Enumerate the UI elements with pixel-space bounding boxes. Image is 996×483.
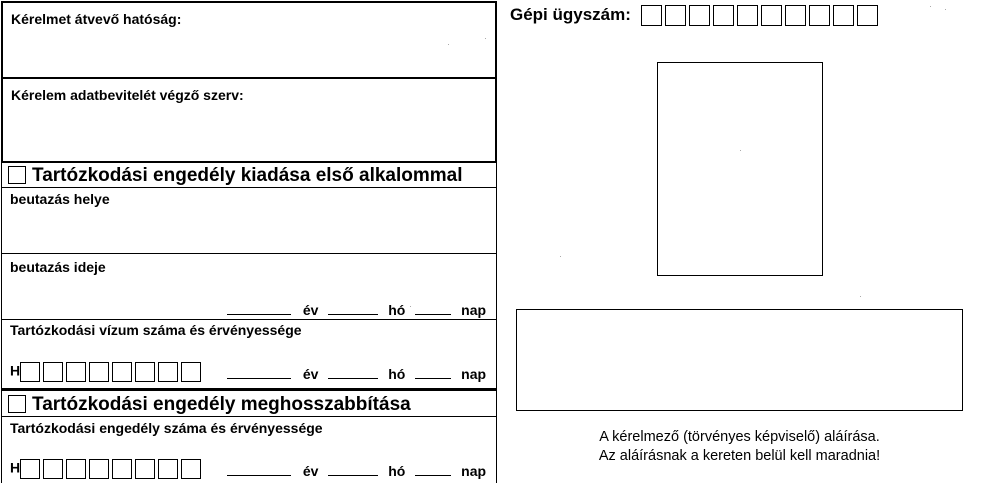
first-issue-section	[1, 163, 497, 389]
visa-month-field[interactable]	[328, 366, 378, 379]
case-digit-box[interactable]	[809, 5, 830, 26]
entry-month-field[interactable]	[328, 302, 378, 315]
visa-digit-box[interactable]	[158, 362, 178, 382]
visa-year-field[interactable]	[227, 366, 291, 379]
permit-digit-box[interactable]	[20, 459, 40, 479]
entry-place-label: beutazás helye	[10, 191, 110, 207]
scan-speck	[945, 9, 946, 10]
visa-digit-box[interactable]	[43, 362, 63, 382]
visa-month-word: hó	[388, 366, 406, 382]
permit-digit-box[interactable]	[43, 459, 63, 479]
permit-prefix: H	[10, 459, 21, 476]
case-digit-box[interactable]	[857, 5, 878, 26]
scan-speck	[740, 150, 741, 151]
case-number-row	[510, 4, 881, 26]
visa-digit-box[interactable]	[112, 362, 132, 382]
data-entry-label: Kérelem adatbevitelét végző szerv:	[11, 87, 244, 103]
entry-place-field[interactable]	[10, 209, 488, 249]
entry-day-word: nap	[461, 302, 487, 318]
permit-label: Tartózkodási engedély száma és érvényessége	[10, 420, 323, 436]
extension-title: Tartózkodási engedély meghosszabbítása	[32, 394, 411, 415]
visa-digit-box[interactable]	[135, 362, 155, 382]
case-digit-box[interactable]	[737, 5, 758, 26]
visa-year-word: év	[302, 366, 319, 382]
permit-digit-box[interactable]	[112, 459, 132, 479]
visa-digit-box[interactable]	[181, 362, 201, 382]
visa-prefix: H	[10, 362, 21, 379]
scan-speck	[860, 296, 861, 297]
case-digit-box[interactable]	[713, 5, 734, 26]
first-issue-title-row	[8, 165, 463, 187]
first-issue-divider	[2, 187, 496, 188]
first-issue-title: Tartózkodási engedély kiadása első alkalommal	[32, 165, 463, 186]
visa-date-row	[227, 366, 486, 382]
entry-month-word: hó	[388, 302, 406, 318]
entry-place-divider	[2, 253, 496, 254]
extension-title-row	[8, 394, 411, 416]
permit-digit-box[interactable]	[181, 459, 201, 479]
permit-digit-box[interactable]	[135, 459, 155, 479]
entry-year-field[interactable]	[227, 302, 291, 315]
scan-speck	[930, 6, 931, 7]
authority-label: Kérelmet átvevő hatóság:	[11, 11, 182, 27]
signature-box[interactable]	[516, 309, 963, 411]
visa-digit-box[interactable]	[89, 362, 109, 382]
permit-number-row	[10, 459, 204, 479]
case-digit-box[interactable]	[833, 5, 854, 26]
entry-day-field[interactable]	[415, 302, 451, 315]
case-digit-box[interactable]	[689, 5, 710, 26]
first-issue-checkbox[interactable]	[8, 166, 26, 184]
permit-digit-box[interactable]	[66, 459, 86, 479]
entry-date-row	[227, 302, 486, 318]
photo-frame[interactable]	[657, 62, 823, 276]
permit-date-row	[227, 463, 486, 479]
permit-month-word: hó	[388, 463, 406, 479]
visa-day-word: nap	[461, 366, 487, 382]
authority-divider	[3, 77, 495, 79]
permit-day-word: nap	[461, 463, 487, 479]
permit-year-word: év	[302, 463, 319, 479]
case-number-label: Gépi ügyszám:	[510, 5, 631, 24]
permit-day-field[interactable]	[415, 463, 451, 476]
extension-checkbox[interactable]	[8, 395, 26, 413]
authority-box	[1, 1, 497, 163]
entry-date-label: beutazás ideje	[10, 259, 106, 275]
signature-caption-line2: Az aláírásnak a kereten belül kell maradnia!	[598, 448, 881, 464]
visa-digit-box[interactable]	[66, 362, 86, 382]
scan-speck	[485, 38, 486, 39]
visa-label: Tartózkodási vízum száma és érvényessége	[10, 322, 302, 338]
case-digit-box[interactable]	[785, 5, 806, 26]
signature-caption-line1: A kérelmező (törvényes képviselő) aláírása.	[599, 429, 880, 445]
scan-speck	[410, 306, 411, 307]
permit-digit-box[interactable]	[89, 459, 109, 479]
entry-date-divider	[2, 319, 496, 320]
scan-speck	[560, 256, 561, 257]
permit-month-field[interactable]	[328, 463, 378, 476]
scan-speck	[448, 44, 449, 45]
visa-day-field[interactable]	[415, 366, 451, 379]
case-digit-box[interactable]	[641, 5, 662, 26]
authority-field[interactable]	[11, 31, 489, 73]
entry-year-word: év	[302, 302, 319, 318]
visa-digit-box[interactable]	[20, 362, 40, 382]
extension-section	[1, 389, 497, 483]
case-digit-box[interactable]	[761, 5, 782, 26]
visa-number-row	[10, 362, 204, 382]
data-entry-field[interactable]	[11, 107, 489, 157]
case-digit-box[interactable]	[665, 5, 686, 26]
permit-year-field[interactable]	[227, 463, 291, 476]
signature-caption	[516, 428, 963, 466]
extension-divider	[2, 416, 496, 417]
permit-digit-box[interactable]	[158, 459, 178, 479]
